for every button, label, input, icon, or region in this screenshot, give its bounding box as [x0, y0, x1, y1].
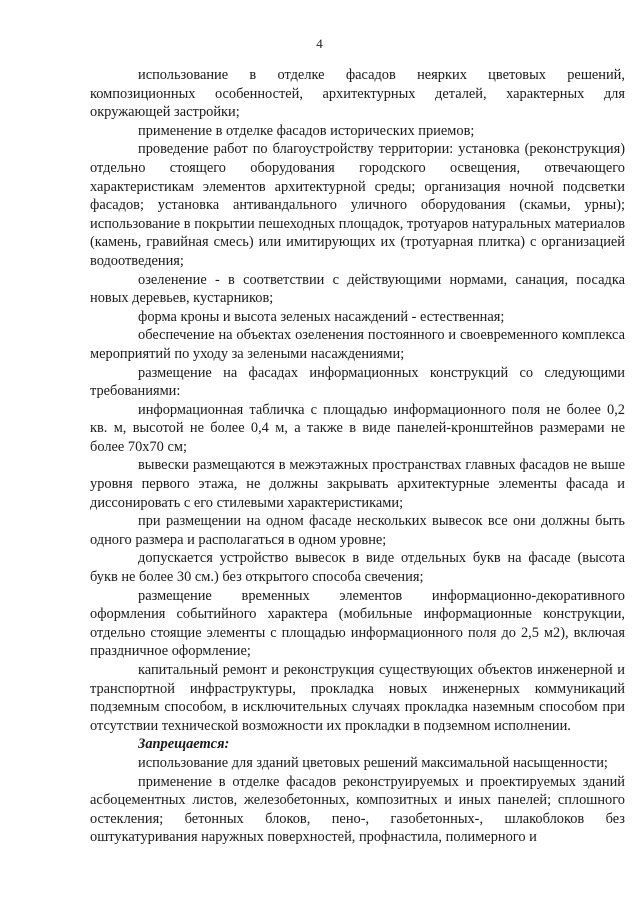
paragraph: капитальный ремонт и реконструкция существующих объектов инженерной и транспортной инфраструктуры, прокладка новых инженерных коммуникаций подземным способом, в исключительных случаях прокладка наземным способом при отсутствии технической возможности их прокладки в подземном исполнении. [90, 662, 625, 734]
paragraph: вывески размещаются в межэтажных пространствах главных фасадов не выше уровня первого этажа, не должны закрывать архитектурные элементы фасада и диссонировать с его стилевыми характеристиками; [90, 457, 625, 511]
section-heading: Запрещается: [138, 736, 230, 753]
paragraph: озеленение - в соответствии с действующими нормами, санация, посадка новых деревьев, кустарников; [90, 271, 625, 307]
paragraph: использование в отделке фасадов неярких цветовых решений, композиционных особенностей, архитектурных деталей, характерных для окружающей застройки; [90, 67, 625, 121]
paragraph: использование для зданий цветовых решений максимальной насыщенности; [138, 754, 608, 771]
paragraph: форма кроны и высота зеленых насаждений - естественная; [138, 308, 505, 325]
paragraph: при размещении на одном фасаде нескольких вывесок все они должны быть одного размера и располагаться в одном уровне; [90, 513, 625, 548]
paragraph: применение в отделке фасадов реконструируемых и проектируемых зданий асбоцементных листов, железобетонных, композитных и иных панелей; сплошного остекления; бетонных блоков, пено-, газобетонных-, шлакоблоков без оштукатуривания наружных поверхностей, профнастила, полимерного и [90, 773, 625, 846]
paragraph: применение в отделке фасадов исторических приемов; [138, 122, 475, 139]
paragraph: информационная табличка с площадью информационного поля не более 0,2 кв. м, высотой не более 0,4 м, а также в виде панелей-кронштейнов размерами не более 70х70 см; [90, 401, 625, 455]
paragraph: обеспечение на объектах озеленения постоянного и своевременного комплекса мероприятий по уходу за зелеными насаждениями; [90, 327, 625, 362]
paragraph: размещение временных элементов информационно-декоративного оформления событийного характера (мобильные информационные конструкции, отдельно стоящие элементы с площадью информационного поля до 2,5 м2), включая праздничное оформление; [90, 587, 625, 660]
paragraph: проведение работ по благоустройству территории: установка (реконструкция) отдельно стоящего оборудования городского освещения, отвечающего характеристикам элементов архитектурной среды; организация ночной подсветки фасадов; установка антивандального уличного оборудования (скамьи, урны); использование в покрытии пешеходных площадок, тротуаров натуральных материалов (камень, гравийная смесь) или имитирующих их (тротуарная плитка) с организацией водоотведения; [90, 141, 625, 269]
paragraph: размещение на фасадах информационных конструкций со следующими требованиями: [90, 364, 625, 400]
paragraph: допускается устройство вывесок в виде отдельных букв на фасаде (высота букв не более 30 см.) без открытого способа свечения; [90, 550, 625, 586]
document-body [90, 66, 625, 847]
page-number: 4 [316, 36, 323, 51]
